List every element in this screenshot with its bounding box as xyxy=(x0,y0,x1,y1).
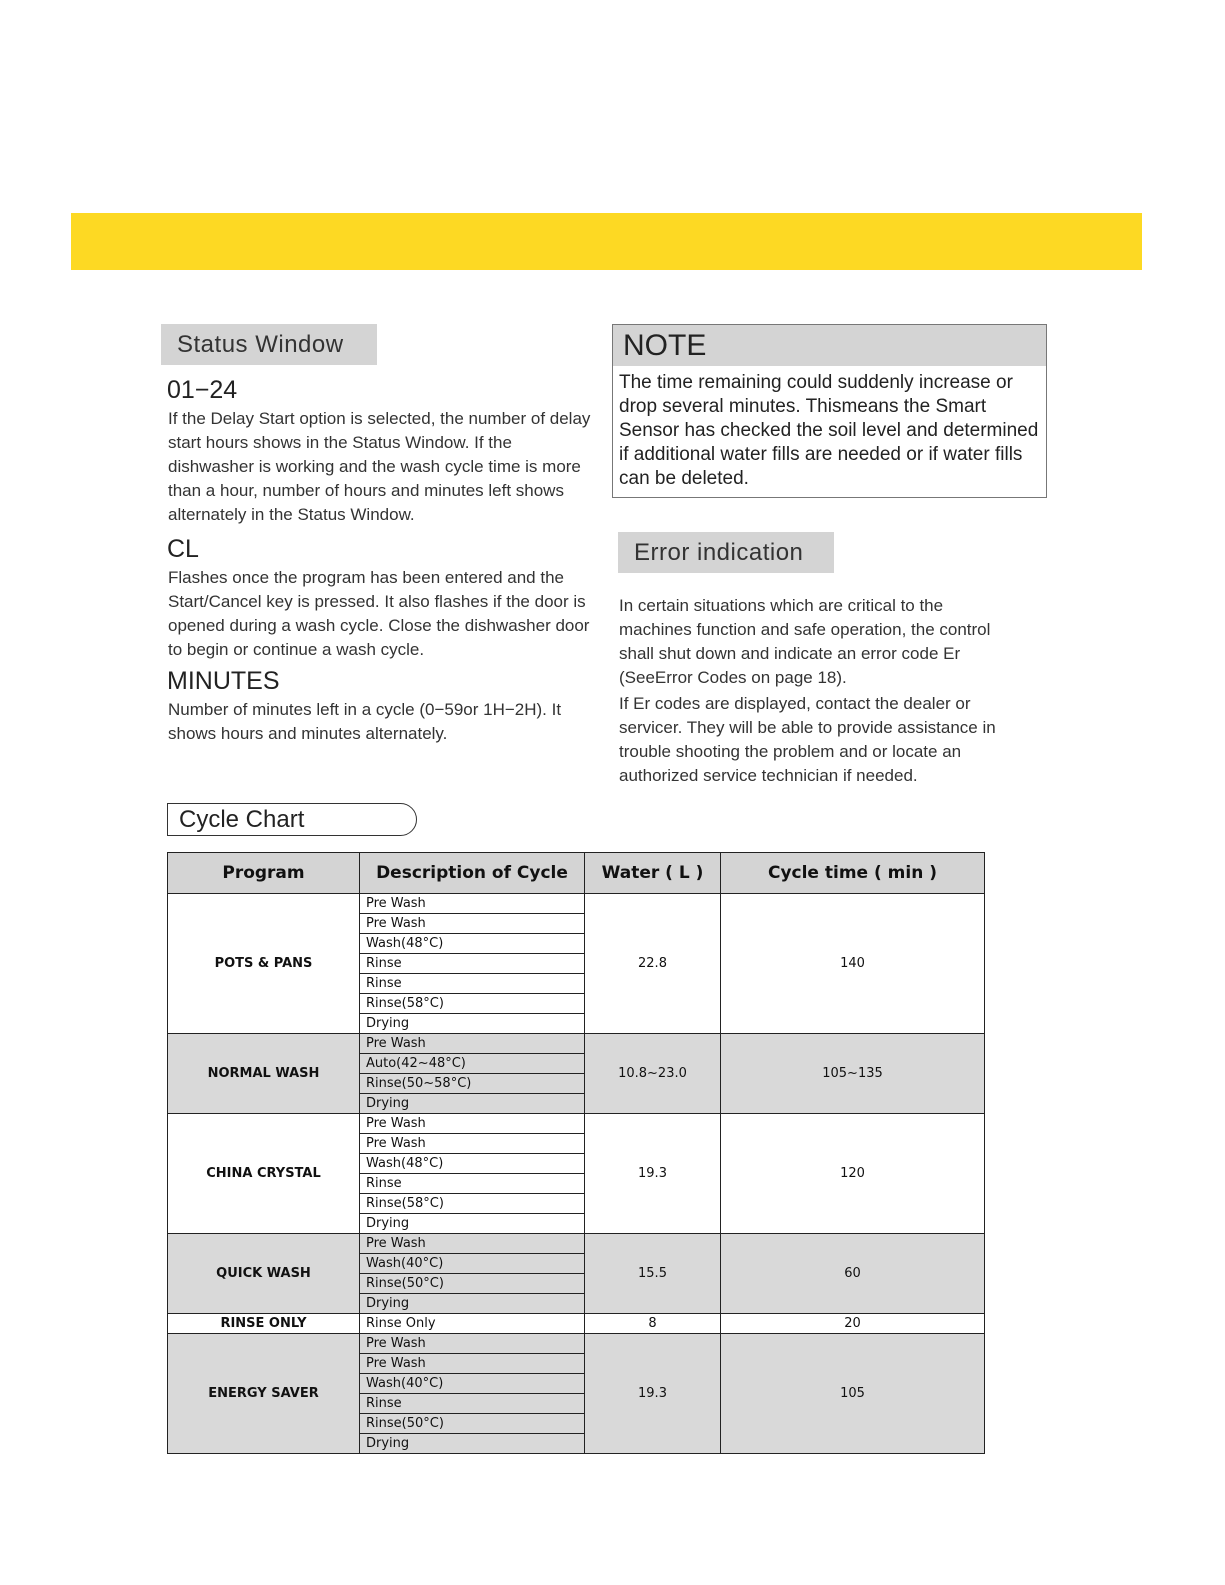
cycle-step: Rinse xyxy=(360,1394,585,1414)
cycle-step: Pre Wash xyxy=(360,1114,585,1134)
cycle-step: Rinse xyxy=(360,1174,585,1194)
water-value: 19.3 xyxy=(585,1334,721,1454)
cycle-step: Pre Wash xyxy=(360,1334,585,1354)
table-row xyxy=(168,1114,985,1134)
table-row xyxy=(168,1034,985,1054)
term-minutes-description: Number of minutes left in a cycle (0−59or 1H−2H). It shows hours and minutes alternately. xyxy=(168,700,562,743)
cycle-time-value: 60 xyxy=(721,1234,985,1314)
program-name: CHINA CRYSTAL xyxy=(168,1114,360,1234)
term-delay-hours: 01−24 xyxy=(167,376,238,404)
cycle-time-value: 105 xyxy=(721,1334,985,1454)
table-row xyxy=(168,1234,985,1254)
cycle-time-value: 140 xyxy=(721,894,985,1034)
water-value: 15.5 xyxy=(585,1234,721,1314)
cycle-step: Pre Wash xyxy=(360,914,585,934)
water-value: 19.3 xyxy=(585,1114,721,1234)
error-indication-paragraph-1: In certain situations which are critical to the machines function and safe operation, the control shall shut down and indicate an error code Er (SeeError Codes on page 18). xyxy=(619,596,991,687)
cycle-step: Rinse(58°C) xyxy=(360,1194,585,1214)
cycle-time-value: 105~135 xyxy=(721,1034,985,1114)
cycle-step: Pre Wash xyxy=(360,894,585,914)
note-box xyxy=(612,324,1047,498)
program-name: RINSE ONLY xyxy=(168,1314,360,1334)
cycle-step: Drying xyxy=(360,1094,585,1114)
program-name: ENERGY SAVER xyxy=(168,1334,360,1454)
error-indication-paragraph-2: If Er codes are displayed, contact the dealer or servicer. They will be able to provide assistance in trouble shooting the problem and or locate an authorized service technician if needed. xyxy=(619,694,996,785)
cycle-step: Rinse Only xyxy=(360,1314,585,1334)
cycle-step: Pre Wash xyxy=(360,1134,585,1154)
cycle-step: Auto(42~48°C) xyxy=(360,1054,585,1074)
cycle-step: Rinse(58°C) xyxy=(360,994,585,1014)
water-value: 10.8~23.0 xyxy=(585,1034,721,1114)
note-title: NOTE xyxy=(613,325,1046,366)
cycle-step: Rinse(50°C) xyxy=(360,1274,585,1294)
program-name: QUICK WASH xyxy=(168,1234,360,1314)
program-name: NORMAL WASH xyxy=(168,1034,360,1114)
term-delay-hours-description: If the Delay Start option is selected, the number of delay start hours shows in the Status Window. If the dishwasher is working and the wash cycle time is more than a hour, number of hours and minutes left shows alternately in the Status Window. xyxy=(168,409,591,524)
cycle-step: Drying xyxy=(360,1434,585,1454)
table-row xyxy=(168,1314,985,1334)
cycle-step: Wash(48°C) xyxy=(360,1154,585,1174)
cycle-table-body xyxy=(168,894,985,1454)
water-value: 22.8 xyxy=(585,894,721,1034)
error-indication-header: Error indication xyxy=(618,532,834,573)
term-minutes: MINUTES xyxy=(167,667,280,695)
water-value: 8 xyxy=(585,1314,721,1334)
cycle-step: Drying xyxy=(360,1014,585,1034)
cycle-step: Rinse xyxy=(360,974,585,994)
cycle-chart-label: Cycle Chart xyxy=(167,803,417,836)
cycle-step: Pre Wash xyxy=(360,1354,585,1374)
note-text: The time remaining could suddenly increase or drop several minutes. Thismeans the Smart Sensor has checked the soil level and determined if additional water fills are needed or if water fills can be deleted. xyxy=(619,372,1039,489)
cycle-step: Drying xyxy=(360,1214,585,1234)
cycle-chart-table xyxy=(167,852,985,1454)
table-row xyxy=(168,1334,985,1354)
cycle-step: Wash(48°C) xyxy=(360,934,585,954)
cycle-time-value: 120 xyxy=(721,1114,985,1234)
cycle-step: Rinse xyxy=(360,954,585,974)
cycle-time-value: 20 xyxy=(721,1314,985,1334)
header-band xyxy=(71,213,1142,270)
cycle-step: Pre Wash xyxy=(360,1034,585,1054)
cycle-step: Drying xyxy=(360,1294,585,1314)
table-row xyxy=(168,894,985,914)
term-cl-description: Flashes once the program has been entered and the Start/Cancel key is pressed. It also flashes if the door is opened during a wash cycle. Close the dishwasher door to begin or continue a wash cycle. xyxy=(168,568,590,659)
cycle-step: Rinse(50~58°C) xyxy=(360,1074,585,1094)
term-cl: CL xyxy=(167,535,199,563)
cycle-step: Rinse(50°C) xyxy=(360,1414,585,1434)
header-program: Program xyxy=(168,853,360,894)
table-header-row xyxy=(168,853,985,894)
program-name: POTS & PANS xyxy=(168,894,360,1034)
cycle-step: Wash(40°C) xyxy=(360,1254,585,1274)
header-water: Water ( L ) xyxy=(585,853,721,894)
header-cycle-time: Cycle time ( min ) xyxy=(721,853,985,894)
header-description: Description of Cycle xyxy=(360,853,585,894)
cycle-step: Wash(40°C) xyxy=(360,1374,585,1394)
status-window-header: Status Window xyxy=(161,324,377,365)
cycle-step: Pre Wash xyxy=(360,1234,585,1254)
